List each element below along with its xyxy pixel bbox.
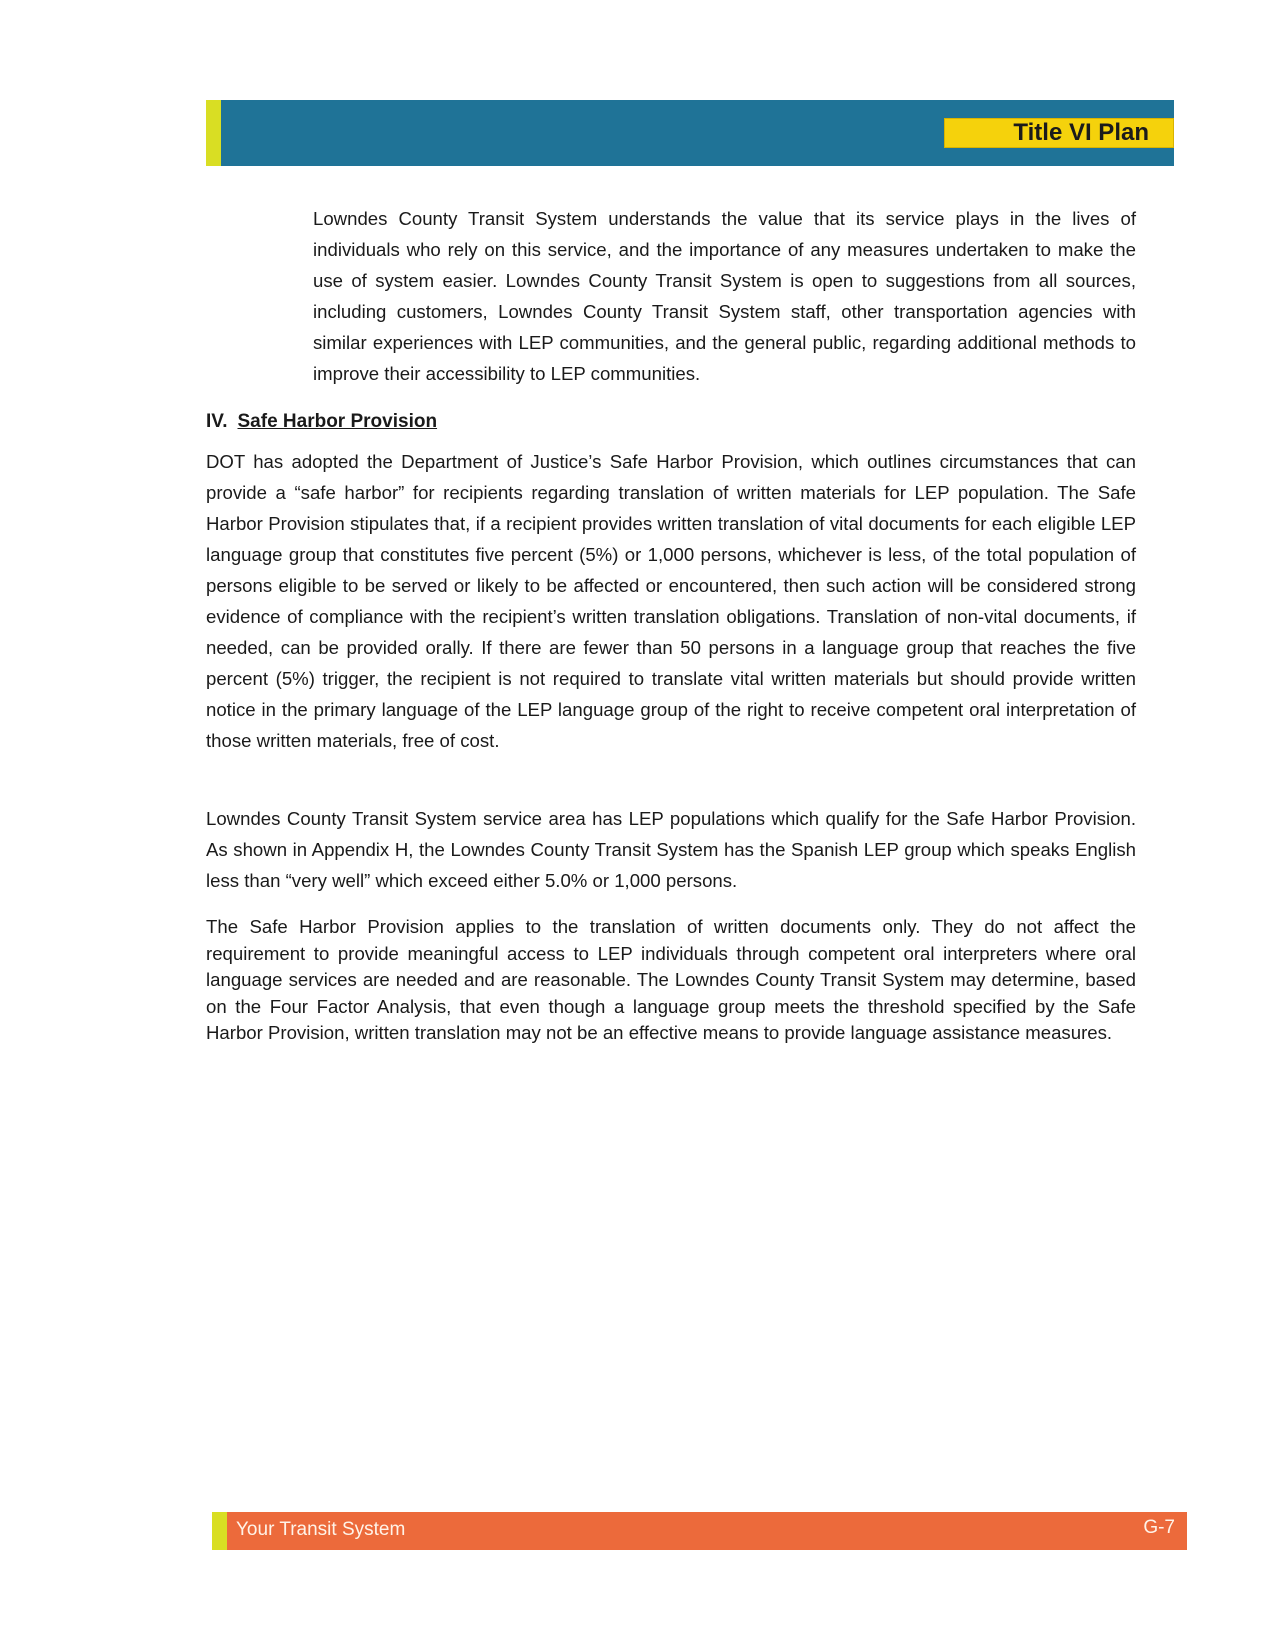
section-paragraph-3: The Safe Harbor Provision applies to the translation of written documents only. They do not affect the requirement to provide meaningful access to LEP individuals through competent oral interpreters where oral language services are needed and are reasonable. The Lowndes County Transit System may determine, based on the Four Factor Analysis, that even though a language group meets the threshold specified by the Safe Harbor Provision, written translation may not be an effective means to provide language assistance measures. bbox=[206, 916, 1136, 1043]
header-accent-stripe bbox=[206, 100, 221, 166]
document-title: Title VI Plan bbox=[1013, 119, 1149, 146]
section-number: IV. bbox=[206, 411, 228, 432]
page-number: G-7 bbox=[1143, 1517, 1175, 1538]
footer-accent-stripe bbox=[212, 1512, 227, 1550]
footer-label: Your Transit System bbox=[236, 1519, 406, 1540]
section-paragraph-1: DOT has adopted the Department of Justice’s Safe Harbor Provision, which outlines circumstances that can provide a “safe harbor” for recipients regarding translation of written materials for LEP population. The Safe Harbor Provision stipulates that, if a recipient provides written translation of vital documents for each eligible LEP language group that constitutes five percent (5%) or 1,000 persons, whichever is less, of the total population of persons eligible to be served or likely to be affected or encountered, then such action will be considered strong evidence of compliance with the recipient’s written translation obligations. Translation of non-vital documents, if needed, can be provided orally. If there are fewer than 50 persons in a language group that reaches the five percent (5%) trigger, the recipient is not required to translate vital written materials but should provide written notice in the primary language of the LEP language group of the right to receive competent oral interpretation of those written materials, free of cost. bbox=[206, 451, 1136, 751]
section-paragraph-2: Lowndes County Transit System service area has LEP populations which qualify for the Safe Harbor Provision. As shown in Appendix H, the Lowndes County Transit System has the Spanish LEP group which speaks English less than “very well” which exceed either 5.0% or 1,000 persons. bbox=[206, 808, 1136, 891]
intro-paragraph: Lowndes County Transit System understands the value that its service plays in the lives of individuals who rely on this service, and the importance of any measures undertaken to make the use of system easier. Lowndes County Transit System is open to suggestions from all sources, including customers, Lowndes County Transit System staff, other transportation agencies with similar experiences with LEP communities, and the general public, regarding additional methods to improve their accessibility to LEP communities. bbox=[313, 208, 1136, 384]
header-title-box bbox=[944, 118, 1174, 148]
section-title: Safe Harbor Provision bbox=[237, 411, 438, 432]
section-heading bbox=[206, 409, 437, 435]
